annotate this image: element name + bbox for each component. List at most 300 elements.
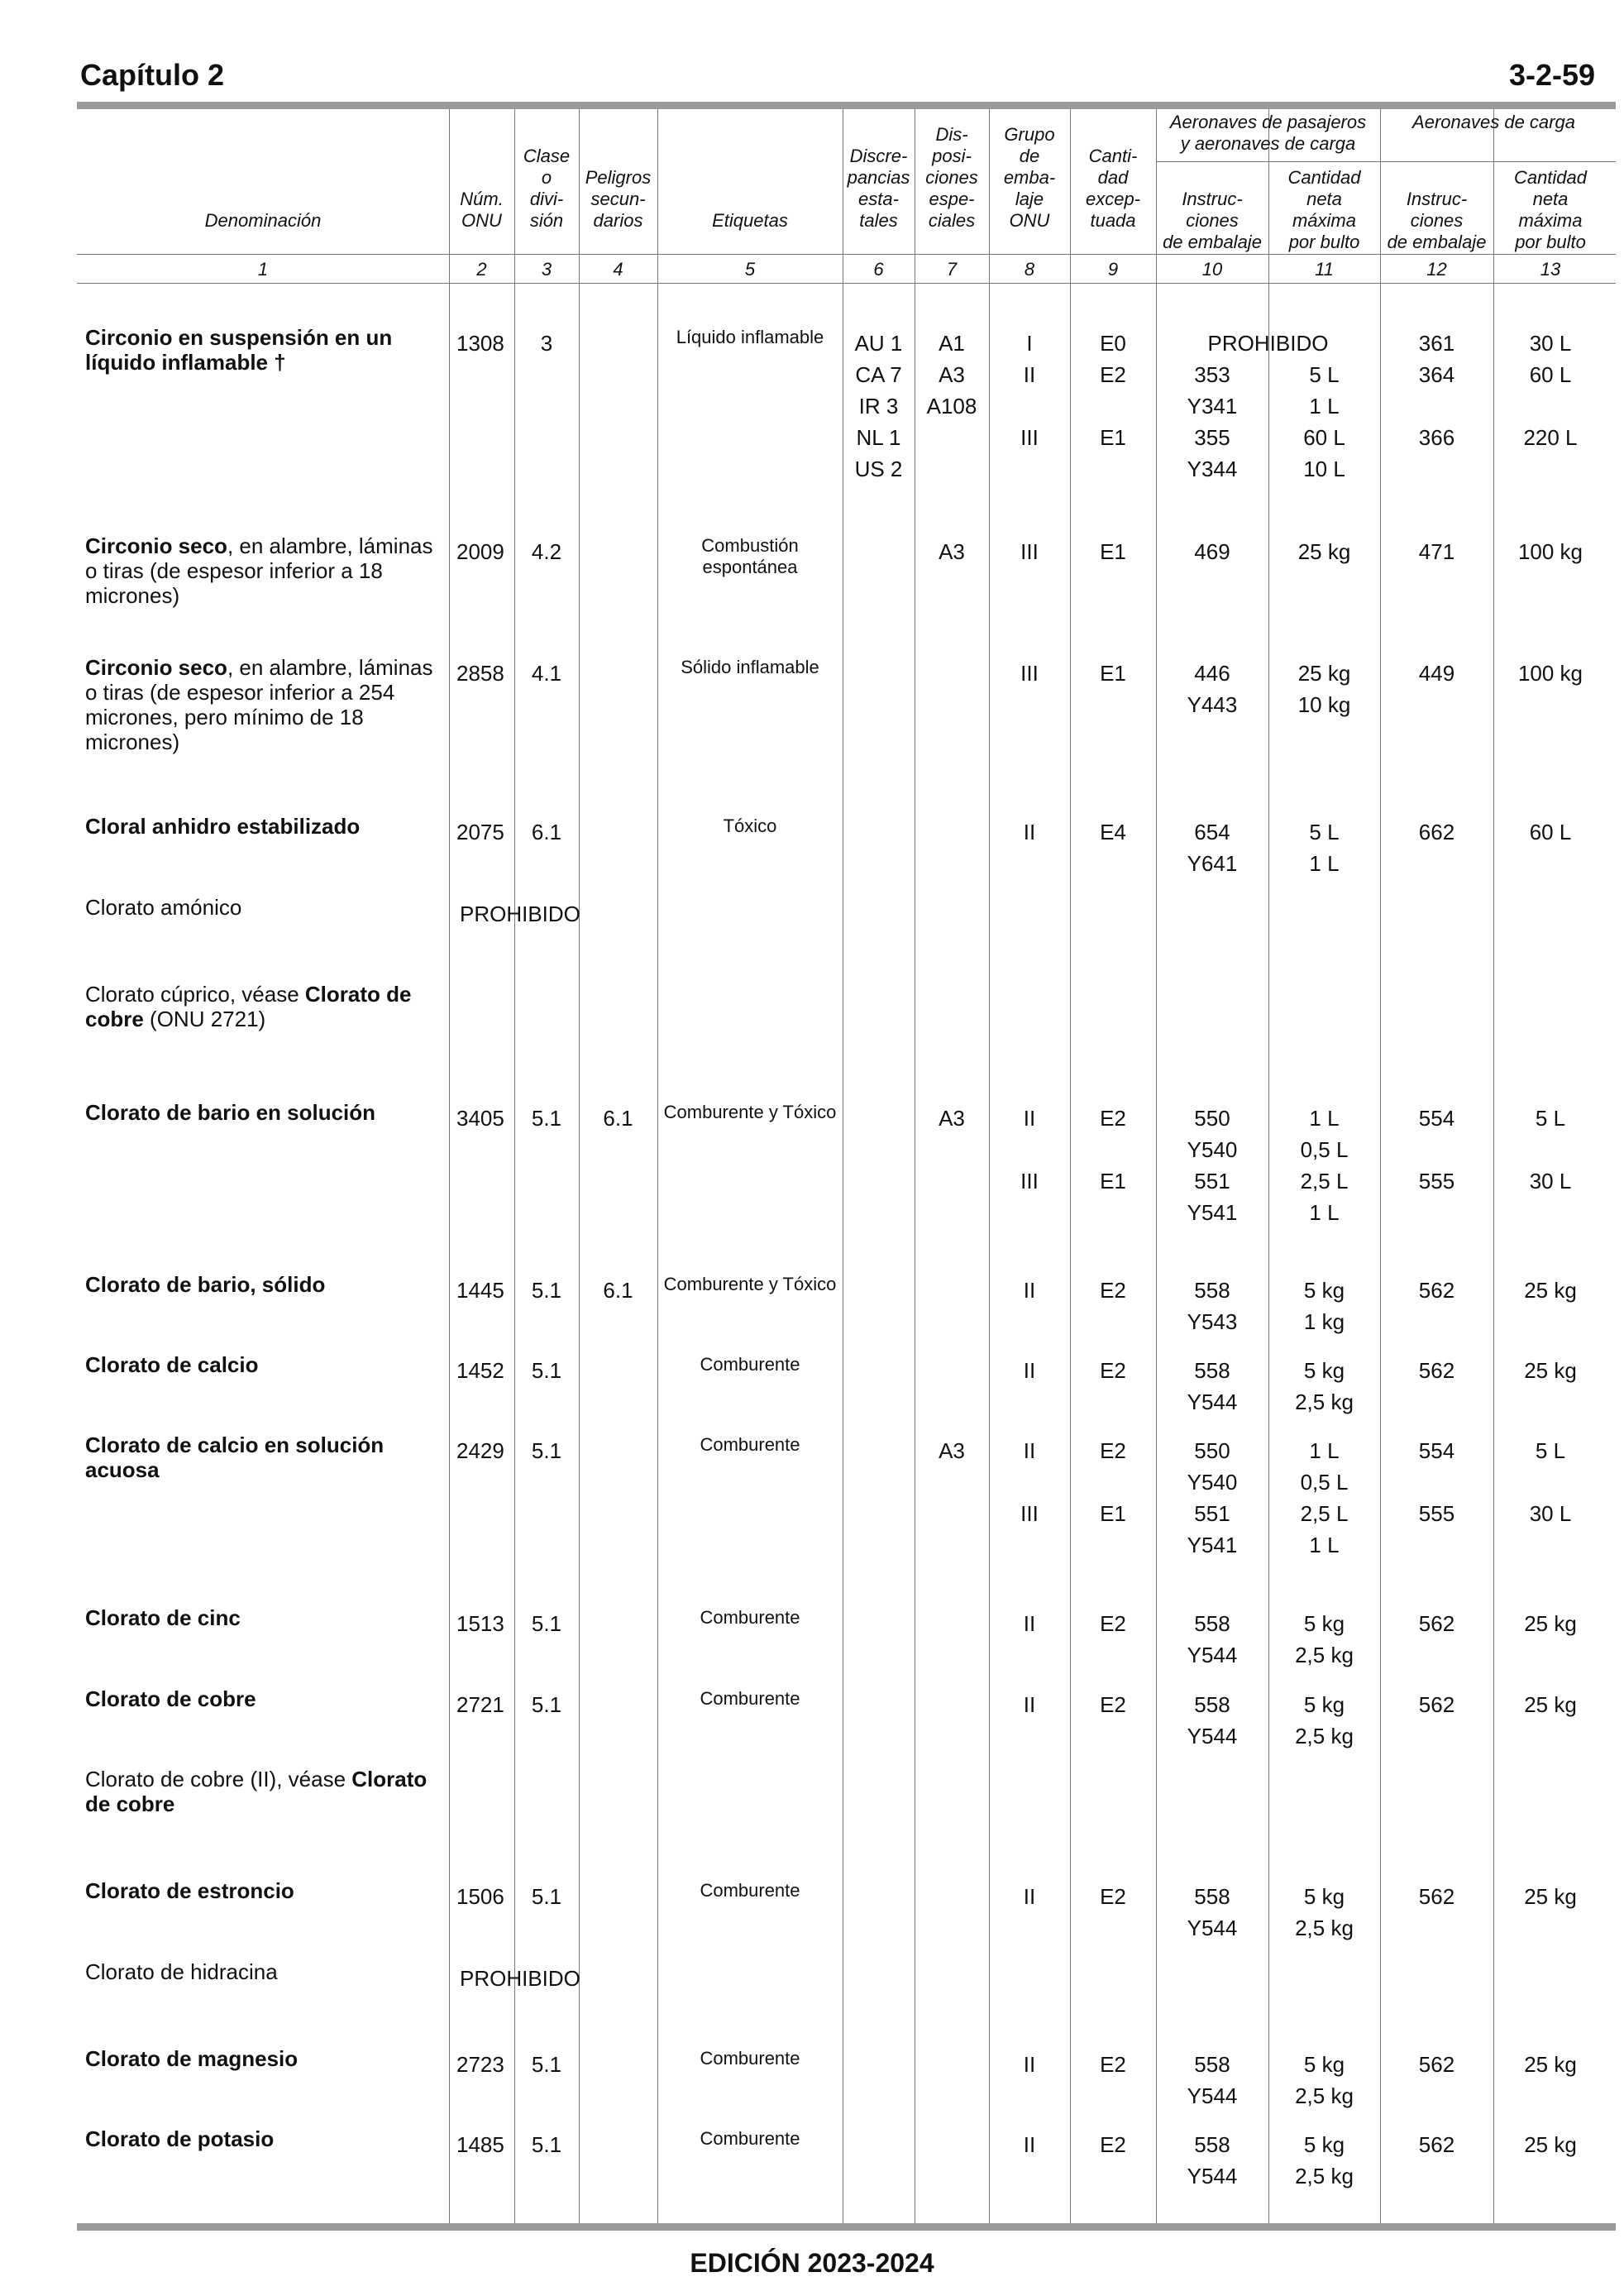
excepted-quantity: E4	[1100, 820, 1126, 844]
pax-packing-instruction: 469	[1194, 539, 1230, 564]
packing-group: II	[1023, 2052, 1036, 2077]
hazard-label	[657, 327, 843, 348]
cargo-max-net-quantity: 5 L	[1535, 1106, 1566, 1131]
hazard-label	[657, 1102, 843, 1123]
packing-group: II	[1023, 1438, 1036, 1463]
header-discrepancias-line: esta-	[858, 189, 899, 209]
substance-name-bold: Clorato de calcio en solución acuosa	[85, 1433, 385, 1482]
pax-max-net-quantity: 5 kg	[1303, 1884, 1345, 1909]
pax-max-net-quantity: 1 L	[1309, 851, 1340, 876]
pax-packing-instruction: Y541	[1187, 1200, 1238, 1225]
header-cantidad-neta-carga-line: por bulto	[1515, 232, 1586, 252]
header-cantidad-neta-pax-line: por bulto	[1288, 232, 1360, 252]
cargo-packing-instruction: 554	[1418, 1106, 1455, 1131]
substance-name-bold: Circonio seco	[85, 533, 227, 558]
pax-packing-instruction: Y341	[1187, 394, 1238, 419]
column-number: 9	[1107, 259, 1119, 280]
un-number: 3405	[456, 1106, 504, 1131]
substance-name	[85, 1605, 449, 1630]
secondary-hazard: 6.1	[603, 1278, 633, 1303]
substance-name-bold: Clorato de calcio	[85, 1352, 259, 1377]
prohibido-label: PROHIBIDO	[460, 1966, 580, 1991]
hazard-label	[657, 2048, 843, 2069]
pax-packing-instruction: Y544	[1187, 1643, 1238, 1667]
pax-max-net-quantity: 2,5 kg	[1295, 1724, 1354, 1748]
un-number: 2723	[456, 2052, 504, 2077]
header-peligros-line: darios	[593, 210, 643, 231]
pax-max-net-quantity: 5 kg	[1303, 1611, 1345, 1636]
header-disposiciones-line: Dis-	[935, 124, 968, 145]
substance-name	[85, 533, 449, 608]
un-number: 1445	[456, 1278, 504, 1303]
cargo-max-net-quantity: 100 kg	[1517, 661, 1583, 686]
state-variation: IR 3	[858, 394, 899, 419]
pax-max-net-quantity: 2,5 kg	[1295, 2164, 1354, 2188]
header-disposiciones-line: ciales	[928, 210, 976, 231]
header-discrepancias-line: pancias	[847, 167, 910, 188]
see-reference: Clorato de cobre	[85, 982, 412, 1031]
packing-group: III	[1020, 1169, 1039, 1193]
excepted-quantity: E2	[1100, 1358, 1126, 1383]
packing-group: II	[1023, 362, 1036, 387]
substance-name	[85, 1272, 449, 1297]
excepted-quantity: E1	[1100, 1501, 1126, 1526]
cargo-packing-instruction: 562	[1418, 1884, 1455, 1909]
pax-packing-instruction: Y443	[1187, 692, 1238, 717]
cargo-max-net-quantity: 60 L	[1529, 820, 1572, 844]
pax-max-net-quantity: 2,5 kg	[1295, 1390, 1354, 1414]
packing-group: II	[1023, 1692, 1036, 1717]
un-number: 2009	[456, 539, 504, 564]
excepted-quantity: E1	[1100, 425, 1126, 450]
see-reference-tail: (ONU 2721)	[143, 1007, 266, 1031]
pax-max-net-quantity: 0,5 L	[1300, 1137, 1349, 1162]
pax-max-net-quantity: 1 L	[1309, 1106, 1340, 1131]
header-cantidad-neta-pax-line: máxima	[1292, 210, 1356, 231]
pax-max-net-quantity: 2,5 kg	[1295, 1916, 1354, 1940]
column-number: 5	[744, 259, 756, 280]
pax-max-net-quantity: 1 kg	[1303, 1309, 1345, 1334]
header-group-pasajeros	[1156, 112, 1380, 155]
substance-name	[85, 814, 449, 839]
class-division: 5.1	[531, 1278, 562, 1303]
header-cantidad-exceptuada-line: excep-	[1085, 189, 1141, 209]
pax-max-net-quantity: 1 L	[1309, 1438, 1340, 1463]
pax-packing-instruction: 558	[1194, 1358, 1230, 1383]
pax-max-net-quantity: 2,5 L	[1300, 1501, 1349, 1526]
pax-max-net-quantity: 5 kg	[1303, 2052, 1345, 2077]
header-peligros	[579, 167, 657, 232]
pax-max-net-quantity: 5 L	[1309, 820, 1340, 844]
hazard-label	[657, 1434, 843, 1456]
cargo-max-net-quantity: 25 kg	[1524, 1358, 1577, 1383]
substance-name	[85, 1959, 449, 1984]
excepted-quantity: E2	[1100, 362, 1126, 387]
header-instrucciones-carga-line: Instruc-	[1406, 189, 1468, 209]
column-number: 3	[541, 259, 552, 280]
cargo-max-net-quantity: 60 L	[1529, 362, 1572, 387]
header-instrucciones-pax-line: de embalaje	[1163, 232, 1262, 252]
packing-group: II	[1023, 820, 1036, 844]
substance-name-plain: Clorato de cobre (II), véase	[85, 1767, 352, 1791]
header-cantidad-exceptuada-line: tuada	[1090, 210, 1136, 231]
header-disposiciones	[915, 124, 989, 232]
pax-packing-instruction: Y544	[1187, 2083, 1238, 2108]
header-grupo-line: laje	[1015, 189, 1044, 209]
class-division: 6.1	[531, 820, 562, 844]
pax-packing-instruction: Y544	[1187, 1916, 1238, 1940]
excepted-quantity: E1	[1100, 539, 1126, 564]
cargo-packing-instruction: 555	[1418, 1501, 1455, 1526]
header-group-carga: Aeronaves de carga	[1412, 112, 1575, 132]
pax-max-net-quantity: 2,5 kg	[1295, 1643, 1354, 1667]
pax-packing-instruction: 550	[1194, 1106, 1230, 1131]
pax-max-net-quantity: 5 kg	[1303, 1358, 1345, 1383]
header-peligros-line: secun-	[590, 189, 646, 209]
excepted-quantity: E0	[1100, 331, 1126, 356]
header-discrepancias-line: tales	[859, 210, 898, 231]
column-number: 10	[1201, 259, 1223, 280]
header-peligros-line: Peligros	[585, 167, 652, 188]
special-provision: A3	[939, 1106, 965, 1131]
cargo-max-net-quantity: 220 L	[1523, 425, 1578, 450]
class-division: 4.2	[531, 539, 562, 564]
substance-name-bold: Cloral anhidro estabilizado	[85, 814, 361, 839]
hazard-label	[657, 657, 843, 678]
un-number: 1513	[456, 1611, 504, 1636]
class-division: 5.1	[531, 2132, 562, 2157]
header-rule	[77, 254, 1616, 255]
column-number: 11	[1315, 259, 1334, 280]
un-number: 1308	[456, 331, 504, 356]
packing-group: III	[1020, 661, 1039, 686]
bottom-rule	[77, 2223, 1616, 2231]
substance-name-plain: Clorato amónico	[85, 895, 242, 920]
header-instrucciones-carga-line: de embalaje	[1387, 232, 1487, 252]
cargo-packing-instruction: 555	[1418, 1169, 1455, 1193]
cargo-max-net-quantity: 100 kg	[1517, 539, 1583, 564]
substance-name	[85, 1433, 449, 1482]
hazard-label-line: Tóxico	[723, 816, 777, 836]
pax-max-net-quantity: 60 L	[1303, 425, 1345, 450]
hazard-label	[657, 816, 843, 837]
cargo-max-net-quantity: 25 kg	[1524, 2052, 1577, 2077]
header-num-onu-line: Núm.	[460, 189, 504, 209]
substance-name-bold: Clorato de potasio	[85, 2126, 275, 2151]
cargo-max-net-quantity: 25 kg	[1524, 1278, 1577, 1303]
substance-name-plain: Clorato de hidracina	[85, 1959, 278, 1984]
packing-group: III	[1020, 425, 1039, 450]
pax-packing-instruction: Y641	[1187, 851, 1238, 876]
cargo-packing-instruction: 562	[1418, 1278, 1455, 1303]
header-disposiciones-line: ciones	[925, 167, 978, 188]
substance-name-bold: Circonio seco	[85, 655, 227, 680]
top-rule	[77, 102, 1616, 109]
packing-group: III	[1020, 1501, 1039, 1526]
substance-name-detail: , en alambre, láminas o tiras (de espesor inferior a 254 micrones, pero mínimo de 18 micrones)	[85, 655, 433, 754]
pax-packing-instruction: 558	[1194, 2052, 1230, 2077]
packing-group: II	[1023, 1611, 1036, 1636]
pax-max-net-quantity: 5 kg	[1303, 1278, 1345, 1303]
pax-packing-instruction: Y540	[1187, 1470, 1238, 1495]
packing-group: II	[1023, 2132, 1036, 2157]
substance-name-bold: Clorato de bario, sólido	[85, 1272, 326, 1297]
hazard-label-line: Comburente	[700, 1688, 800, 1709]
substance-name-bold: Circonio en suspensión en un líquido inflamable †	[85, 325, 393, 375]
pax-max-net-quantity: 10 kg	[1297, 692, 1351, 717]
column-divider	[579, 109, 580, 2223]
hazard-label	[657, 1354, 843, 1375]
packing-group: III	[1020, 539, 1039, 564]
class-division: 5.1	[531, 1692, 562, 1717]
header-clase-line: divi-	[529, 189, 564, 209]
un-number: 2858	[456, 661, 504, 686]
class-division: 5.1	[531, 1438, 562, 1463]
excepted-quantity: E2	[1100, 1278, 1126, 1303]
cargo-max-net-quantity: 25 kg	[1524, 1692, 1577, 1717]
hazard-label	[657, 1274, 843, 1295]
pax-max-net-quantity: 0,5 L	[1300, 1470, 1349, 1495]
substance-name	[85, 1100, 449, 1125]
header-denominacion-line: Denominación	[204, 210, 322, 231]
pax-packing-instruction: 558	[1194, 2132, 1230, 2157]
header-grupo-line: emba-	[1003, 167, 1056, 188]
column-number: 8	[1024, 259, 1035, 280]
cargo-packing-instruction: 562	[1418, 2052, 1455, 2077]
packing-group: II	[1023, 1106, 1036, 1131]
pax-packing-instruction: 551	[1194, 1501, 1230, 1526]
excepted-quantity: E2	[1100, 1106, 1126, 1131]
header-cantidad-neta-carga-line: neta	[1532, 189, 1569, 209]
pax-max-net-quantity: 2,5 kg	[1295, 2083, 1354, 2108]
column-number: 13	[1540, 259, 1561, 280]
pax-packing-instruction: 558	[1194, 1692, 1230, 1717]
edition-footer: EDICIÓN 2023-2024	[690, 2248, 934, 2278]
hazard-label-line: Comburente	[700, 2128, 800, 2149]
substance-name	[85, 655, 449, 754]
header-etiquetas-line: Etiquetas	[712, 210, 788, 231]
cargo-max-net-quantity: 5 L	[1535, 1438, 1566, 1463]
cargo-packing-instruction: 471	[1418, 539, 1455, 564]
header-discrepancias-line: Discre-	[849, 146, 908, 166]
cargo-max-net-quantity: 30 L	[1529, 331, 1572, 356]
see-reference: Clorato de cobre	[85, 1767, 427, 1816]
special-provision: A108	[926, 394, 977, 419]
cargo-packing-instruction: 562	[1418, 1692, 1455, 1717]
header-num-onu-line: ONU	[461, 210, 502, 231]
cargo-max-net-quantity: 30 L	[1529, 1501, 1572, 1526]
packing-group: II	[1023, 1358, 1036, 1383]
cargo-packing-instruction: 361	[1418, 331, 1455, 356]
class-division: 5.1	[531, 2052, 562, 2077]
special-provision: A3	[939, 1438, 965, 1463]
column-number: 1	[257, 259, 269, 280]
header-clase-line: sión	[529, 210, 564, 231]
hazard-label	[657, 2128, 843, 2150]
excepted-quantity: E1	[1100, 661, 1126, 686]
secondary-hazard: 6.1	[603, 1106, 633, 1131]
column-number: 6	[873, 259, 884, 280]
un-number: 2429	[456, 1438, 504, 1463]
hazard-label	[657, 1688, 843, 1710]
header-cantidad-neta-carga-line: máxima	[1518, 210, 1583, 231]
excepted-quantity: E2	[1100, 1611, 1126, 1636]
substance-name-bold: Clorato de cinc	[85, 1605, 241, 1630]
pax-packing-instruction: Y544	[1187, 1724, 1238, 1748]
substance-name	[85, 1767, 449, 1816]
pax-max-net-quantity: 1 L	[1309, 1200, 1340, 1225]
hazard-label	[657, 1880, 843, 1901]
header-instrucciones-carga-line: ciones	[1410, 210, 1464, 231]
un-number: 2721	[456, 1692, 504, 1717]
cargo-packing-instruction: 662	[1418, 820, 1455, 844]
header-cantidad-exceptuada-line: dad	[1097, 167, 1129, 188]
hazard-label-line: Líquido inflamable	[676, 327, 824, 347]
pax-packing-instruction: 558	[1194, 1884, 1230, 1909]
column-divider	[449, 109, 450, 2223]
hazard-label-line: espontánea	[702, 557, 798, 577]
substance-name	[85, 982, 449, 1031]
substance-name-bold: Clorato de cobre	[85, 1686, 256, 1711]
header-denominacion	[77, 210, 449, 232]
substance-name-bold: Clorato de bario en solución	[85, 1100, 376, 1125]
pax-packing-instruction: 558	[1194, 1611, 1230, 1636]
header-discrepancias	[843, 146, 915, 232]
header-cantidad-neta-pax	[1268, 167, 1380, 253]
substance-name-plain: Clorato cúprico, véase	[85, 982, 305, 1007]
pax-packing-instruction: 551	[1194, 1169, 1230, 1193]
class-division: 3	[540, 331, 553, 356]
substance-name	[85, 1878, 449, 1903]
header-instrucciones-pax	[1156, 189, 1268, 253]
column-number: 12	[1426, 259, 1447, 280]
header-clase-line: o	[541, 167, 552, 188]
substance-name	[85, 2126, 449, 2151]
pax-packing-instruction: Y344	[1187, 457, 1238, 481]
substance-name-detail: , en alambre, láminas o tiras (de espesor inferior a 18 micrones)	[85, 533, 433, 608]
header-etiquetas	[657, 210, 843, 232]
pax-max-net-quantity: 5 kg	[1303, 2132, 1345, 2157]
cargo-max-net-quantity: 25 kg	[1524, 1884, 1577, 1909]
state-variation: CA 7	[855, 362, 902, 387]
pax-max-net-quantity: 1 L	[1309, 394, 1340, 419]
pax-max-net-quantity: 25 kg	[1297, 661, 1351, 686]
cargo-max-net-quantity: 25 kg	[1524, 1611, 1577, 1636]
cargo-packing-instruction: 562	[1418, 1358, 1455, 1383]
special-provision: A3	[939, 362, 965, 387]
un-number: 1452	[456, 1358, 504, 1383]
packing-group: I	[1026, 331, 1033, 356]
packing-group: II	[1023, 1884, 1036, 1909]
substance-name	[85, 1352, 449, 1377]
header-clase	[514, 146, 579, 232]
header-cantidad-neta-pax-line: Cantidad	[1287, 167, 1361, 188]
excepted-quantity: E1	[1100, 1169, 1126, 1193]
excepted-quantity: E2	[1100, 1438, 1126, 1463]
state-variation: AU 1	[854, 331, 903, 356]
pax-max-net-quantity: 5 L	[1309, 362, 1340, 387]
hazard-label-line: Comburente y Tóxico	[663, 1102, 837, 1122]
header-cantidad-neta-pax-line: neta	[1306, 189, 1342, 209]
hazard-label-line: Comburente	[700, 1607, 800, 1628]
class-division: 5.1	[531, 1106, 562, 1131]
header-grupo-line: ONU	[1009, 210, 1050, 231]
column-divider	[657, 109, 658, 2223]
header-cantidad-neta-carga	[1493, 167, 1607, 253]
state-variation: US 2	[854, 457, 903, 481]
hazard-label-line: Comburente	[700, 2048, 800, 2069]
pax-max-net-quantity: 2,5 L	[1300, 1169, 1349, 1193]
un-number: 1506	[456, 1884, 504, 1909]
group-rule	[1156, 161, 1616, 162]
chapter-title: Capítulo 2	[80, 58, 225, 92]
hazard-label-line: Comburente	[700, 1354, 800, 1375]
pax-packing-instruction: 654	[1194, 820, 1230, 844]
header-disposiciones-line: posi-	[932, 146, 972, 166]
un-number: 1485	[456, 2132, 504, 2157]
substance-name-bold: Clorato de magnesio	[85, 2046, 299, 2071]
excepted-quantity: E2	[1100, 1692, 1126, 1717]
header-grupo-line: de	[1019, 146, 1040, 166]
header-instrucciones-carga	[1380, 189, 1493, 253]
cargo-packing-instruction: 366	[1418, 425, 1455, 450]
excepted-quantity: E2	[1100, 2052, 1126, 2077]
header-cantidad-neta-carga-line: Cantidad	[1513, 167, 1588, 188]
special-provision: A1	[939, 331, 965, 356]
cargo-packing-instruction: 562	[1418, 1611, 1455, 1636]
substance-name	[85, 1686, 449, 1711]
class-division: 4.1	[531, 661, 562, 686]
header-cantidad-exceptuada-line: Canti-	[1088, 146, 1138, 166]
hazard-label-line: Comburente	[700, 1434, 800, 1455]
pax-packing-instruction: 550	[1194, 1438, 1230, 1463]
cargo-packing-instruction: 364	[1418, 362, 1455, 387]
pax-prohibited: PROHIBIDO	[1207, 331, 1329, 356]
column-number: 4	[613, 259, 623, 280]
class-division: 5.1	[531, 1611, 562, 1636]
cargo-packing-instruction: 449	[1418, 661, 1455, 686]
header-instrucciones-pax-line: ciones	[1186, 210, 1239, 231]
cargo-packing-instruction: 562	[1418, 2132, 1455, 2157]
column-number: 2	[476, 259, 487, 280]
prohibido-label: PROHIBIDO	[460, 902, 580, 926]
cargo-max-net-quantity: 25 kg	[1524, 2132, 1577, 2157]
column-number: 7	[946, 259, 958, 280]
header-grupo	[989, 124, 1070, 232]
class-division: 5.1	[531, 1884, 562, 1909]
substance-name	[85, 2046, 449, 2071]
pax-packing-instruction: Y541	[1187, 1533, 1238, 1557]
header-instrucciones-pax-line: Instruc-	[1182, 189, 1243, 209]
pax-packing-instruction: Y540	[1187, 1137, 1238, 1162]
header-cantidad-exceptuada	[1070, 146, 1156, 232]
pax-packing-instruction: 558	[1194, 1278, 1230, 1303]
cargo-packing-instruction: 554	[1418, 1438, 1455, 1463]
substance-name	[85, 895, 449, 920]
header-rule	[77, 283, 1616, 284]
pax-max-net-quantity: 1 L	[1309, 1533, 1340, 1557]
header-group-pasajeros-line: y aeronaves de carga	[1180, 133, 1356, 154]
cargo-max-net-quantity: 30 L	[1529, 1169, 1572, 1193]
hazard-label-line: Combustión	[701, 535, 799, 556]
hazard-label-line: Sólido inflamable	[681, 657, 819, 677]
hazard-label-line: Comburente y Tóxico	[663, 1274, 837, 1294]
header-clase-line: Clase	[523, 146, 571, 166]
header-num-onu	[449, 189, 514, 232]
pax-packing-instruction: Y544	[1187, 2164, 1238, 2188]
special-provision: A3	[939, 539, 965, 564]
un-number: 2075	[456, 820, 504, 844]
